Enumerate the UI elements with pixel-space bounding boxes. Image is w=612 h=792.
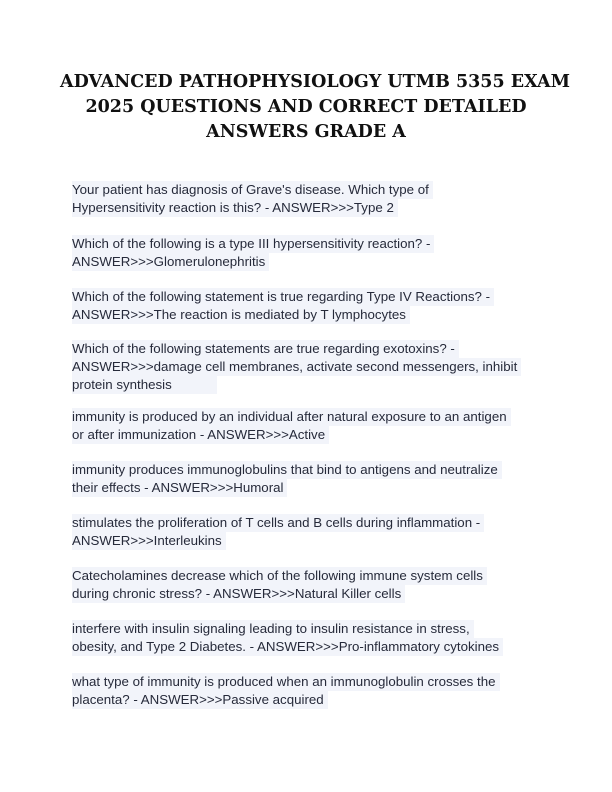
qa-line: Which of the following is a type III hypersensitivity reaction? - [72,235,434,253]
qa-line: stimulates the proliferation of T cells and B cells during inflammation - [72,514,484,532]
qa-line: what type of immunity is produced when an immunoglobulin crosses the [72,673,500,691]
qa-line: ANSWER>>>Glomerulonephritis [72,253,269,271]
qa-line: obesity, and Type 2 Diabetes. - ANSWER>>>Pro-inflammatory cytokines [72,638,503,656]
qa-item-1 [72,181,552,217]
qa-item-7 [72,514,552,550]
document-title [60,70,570,145]
qa-line: during chronic stress? - ANSWER>>>Natural Killer cells [72,585,405,603]
qa-line: ANSWER>>>damage cell membranes, activate second messengers, inhibit [72,358,521,376]
qa-line: Hypersensitivity reaction is this? - ANSWER>>>Type 2 [72,199,398,217]
qa-item-10 [72,673,552,709]
qa-line: Catecholamines decrease which of the following immune system cells [72,567,487,585]
qa-line: or after immunization - ANSWER>>>Active [72,426,329,444]
qa-item-2 [72,235,552,271]
qa-line: immunity is produced by an individual after natural exposure to an antigen [72,408,511,426]
title-line-2: 2025 QUESTIONS AND CORRECT DETAILED [85,97,527,117]
qa-item-6 [72,461,552,497]
qa-item-9 [72,620,552,656]
qa-line: interfere with insulin signaling leading to insulin resistance in stress, [72,620,474,638]
qa-item-5 [72,408,552,444]
qa-line: Your patient has diagnosis of Grave's disease. Which type of [72,181,433,199]
qa-line: ANSWER>>>The reaction is mediated by T lymphocytes [72,306,410,324]
qa-item-8 [72,567,552,603]
qa-item-4 [72,340,552,394]
qa-line: protein synthesis [72,376,217,394]
qa-line: ANSWER>>>Interleukins [72,532,226,550]
title-line-1: ADVANCED PATHOPHYSIOLOGY UTMB 5355 EXAM [60,72,570,92]
qa-item-3 [72,288,552,324]
qa-line: placenta? - ANSWER>>>Passive acquired [72,691,328,709]
qa-line: immunity produces immunoglobulins that bind to antigens and neutralize [72,461,502,479]
title-line-3: ANSWERS GRADE A [206,122,406,142]
qa-line: Which of the following statements are true regarding exotoxins? - [72,340,459,358]
qa-line: their effects - ANSWER>>>Humoral [72,479,287,497]
qa-line: Which of the following statement is true regarding Type IV Reactions? - [72,288,494,306]
